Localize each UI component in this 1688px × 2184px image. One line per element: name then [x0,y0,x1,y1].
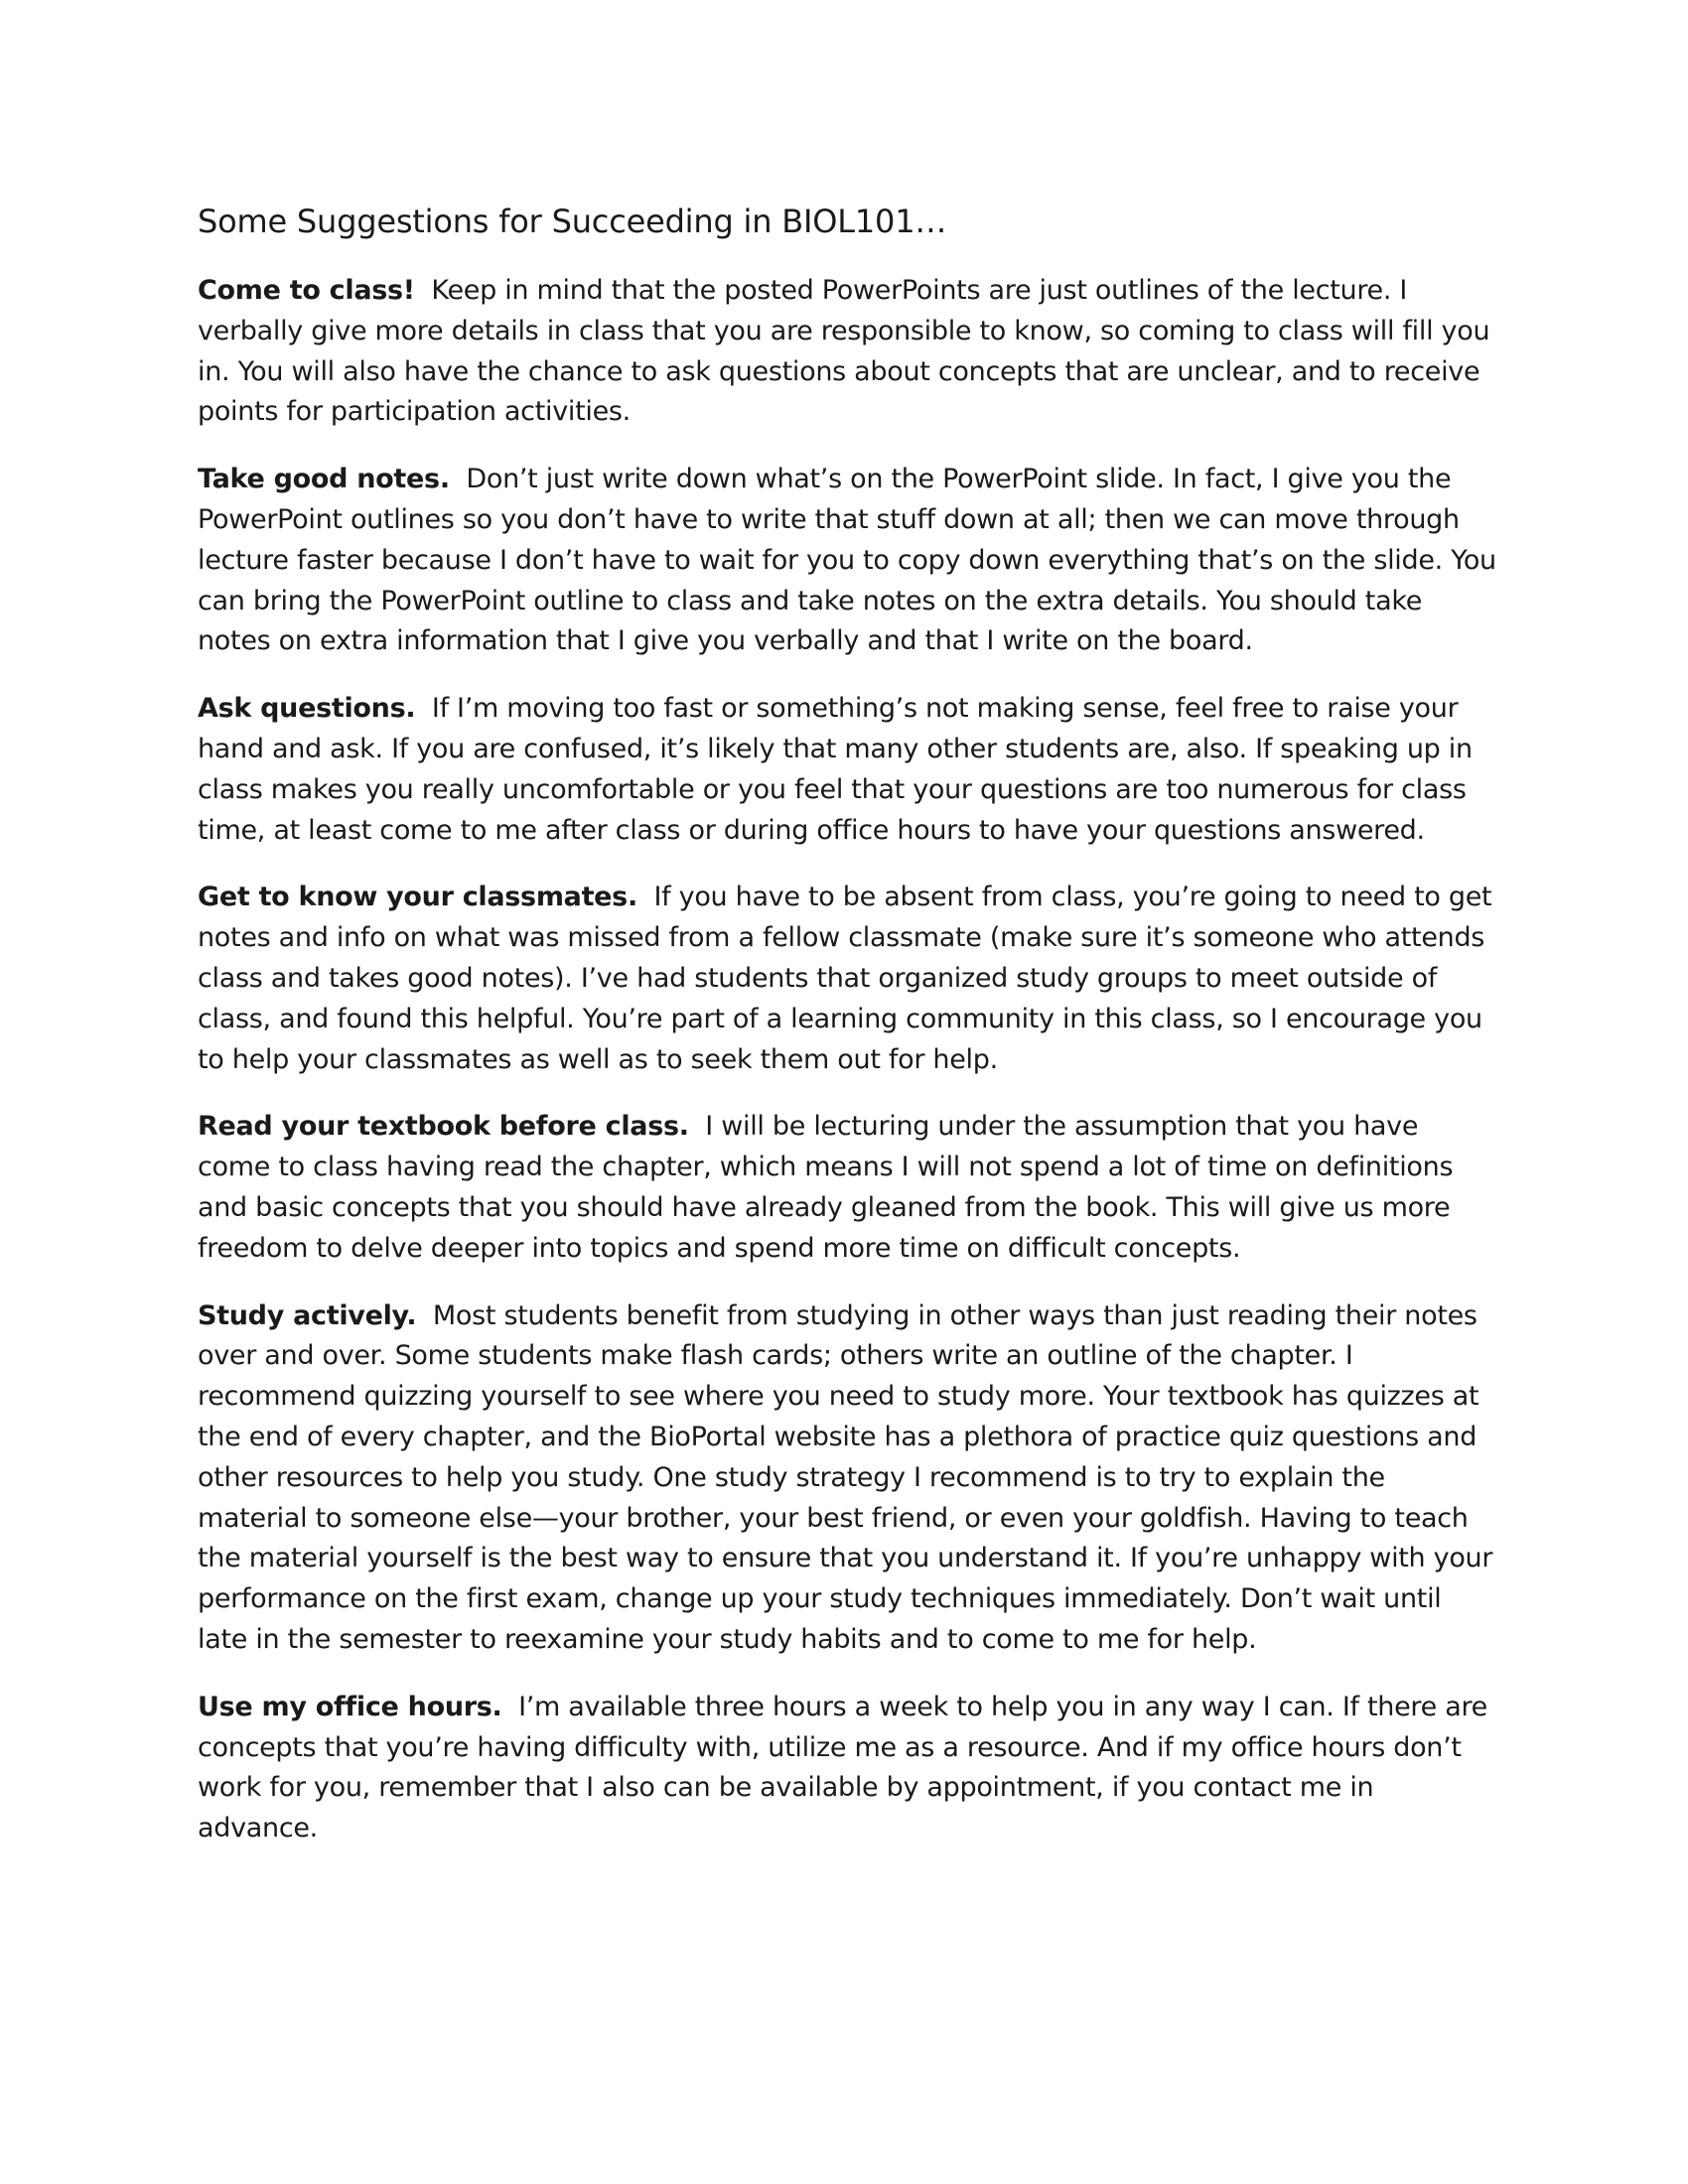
section-study-actively [198,1297,1498,1661]
section-heading: Get to know your classmates. [198,882,637,913]
section-body: If I’m moving too fast or something’s not making sense, feel free to raise your hand and ask. If you are confused, it’s likely that many other students are, also. If speaking up in class makes you really uncomfortable or you feel that your questions are too numerous for class time, at least come to me after class or during office hours to have your questions answered. [198,693,1473,846]
section-heading: Use my office hours. [198,1691,502,1722]
section-body: Keep in mind that the posted PowerPoints are just outlines of the lecture. I verbally give more details in class that you are responsible to know, so coming to class will fill you in. You will also have the chance to ask questions about concepts that are unclear, and to receive points for participation activities. [198,275,1490,428]
section-heading: Come to class! [198,275,415,306]
section-get-to-know-classmates [198,878,1498,1080]
section-office-hours [198,1688,1498,1849]
section-read-textbook [198,1107,1498,1269]
section-heading: Study actively. [198,1299,417,1331]
section-come-to-class [198,271,1498,433]
document-title: Some Suggestions for Succeeding in BIOL101… [198,203,947,240]
document-body [198,198,1498,1876]
section-body: I will be lecturing under the assumption that you have come to class having read the chapter, which means I will not spend a lot of time on definitions and basic concepts that you should have already gleaned from the book. This will give us more freedom to delve deeper into topics and spend more time on difficult concepts. [198,1111,1454,1264]
section-heading: Take good notes. [198,464,450,495]
section-body: Most students benefit from studying in other ways than just reading their notes over and over. Some students make flash cards; others write an outline of the chapter. I recommend quizzing yourself to see where you need to study more. Your textbook has quizzes at the end of every chapter, and the BioPortal website has a plethora of practice quiz questions and other resources to help you study. One study strategy I recommend is to try to explain the material to someone else—your brother, your best friend, or even your goldfish. Having to teach the material yourself is the best way to ensure that you understand it. If you’re unhappy with your performance on the first exam, change up your study techniques immediately. Don’t wait until late in the semester to reexamine your study habits and to come to me for help. [198,1299,1493,1655]
section-heading: Read your textbook before class. [198,1111,689,1143]
section-body: I’m available three hours a week to help you in any way I can. If there are concepts that you’re having difficulty with, utilize me as a resource. And if my office hours don’t work for you, remember that I also can be available by appointment, if you contact me in advance. [198,1691,1487,1844]
section-body: Don’t just write down what’s on the PowerPoint slide. In fact, I give you the PowerPoint outlines so you don’t have to write that stuff down at all; then we can move through lecture faster because I don’t have to wait for you to copy down everything that’s on the slide. You can bring the PowerPoint outline to class and take notes on the extra details. You should take notes on extra information that I give you verbally and that I write on the board. [198,464,1496,657]
section-heading: Ask questions. [198,693,416,725]
section-body: If you have to be absent from class, you’re going to need to get notes and info on what was missed from a fellow classmate (make sure it’s someone who attends class and takes good notes). I’ve had students that organized study groups to meet outside of class, and found this helpful. You’re part of a learning community in this class, so I encourage you to help your classmates as well as to seek them out for help. [198,882,1492,1075]
section-take-good-notes [198,460,1498,662]
section-ask-questions [198,689,1498,851]
